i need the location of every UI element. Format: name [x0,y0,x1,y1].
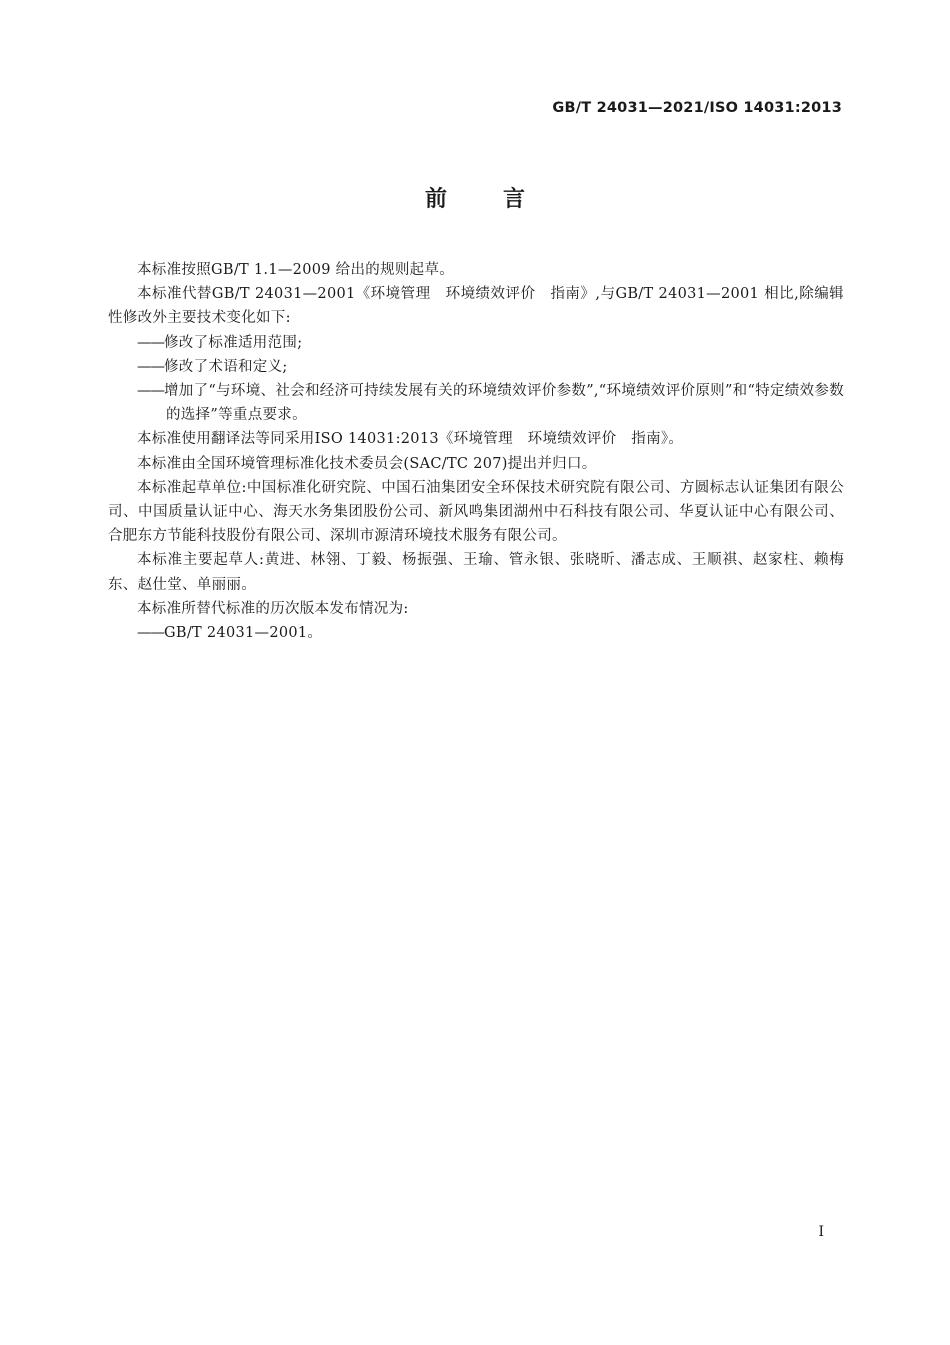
dash-mark: —— [137,334,164,351]
paragraph-drafting-units: 本标准起草单位:中国标准化研究院、中国石油集团安全环保技术研究院有限公司、方圆标志认证集团有限公司、中国质量认证中心、海天水务集团股份公司、新风鸣集团湖州中石科技有限公司、华夏认证中心有限公司、合肥东方节能科技股份有限公司、深圳市源清环境技术服务有限公司。 [108,479,844,545]
list-item [108,621,844,645]
dash-mark: —— [137,625,164,642]
standard-code: GB/T 24031—2021/ISO 14031:2013 [552,100,842,116]
foreword-body [108,258,844,645]
list-item-text: 增加了“与环境、社会和经济可持续发展有关的环境绩效评价参数”,“环境绩效评价原则”和“特定绩效参数的选择”等重点要求。 [164,383,844,424]
paragraph-replaces: 本标准代替GB/T 24031—2001《环境管理 环境绩效评价 指南》,与GB/T 24031—2001 相比,除编辑性修改外主要技术变化如下: [108,286,844,327]
list-item-text: 修改了术语和定义; [164,358,288,375]
list-item [108,331,844,355]
paragraph-drafters: 本标准主要起草人:黄进、林翎、丁毅、杨振强、王瑜、管永银、张晓昕、潘志成、王顺祺、赵家柱、赖梅东、赵仕堂、单丽丽。 [108,552,844,593]
list-item [108,379,844,427]
dash-mark: —— [137,383,164,400]
title-char-2: 言 [503,187,526,212]
page-title [0,182,950,213]
list-item-text: 修改了标准适用范围; [164,334,303,351]
paragraph-history: 本标准所替代标准的历次版本发布情况为: [137,600,409,617]
dash-mark: —— [137,358,164,375]
paragraph-drafting-rules: 本标准按照GB/T 1.1—2009 给出的规则起草。 [137,262,455,278]
list-item-text: GB/T 24031—2001。 [164,625,323,642]
paragraph-committee: 本标准由全国环境管理标准化技术委员会(SAC/TC 207)提出并归口。 [137,455,597,472]
list-item [108,355,844,379]
page-number: I [818,1224,824,1240]
title-char-1: 前 [424,187,447,212]
paragraph-adoption: 本标准使用翻译法等同采用ISO 14031:2013《环境管理 环境绩效评价 指南》。 [137,431,684,448]
